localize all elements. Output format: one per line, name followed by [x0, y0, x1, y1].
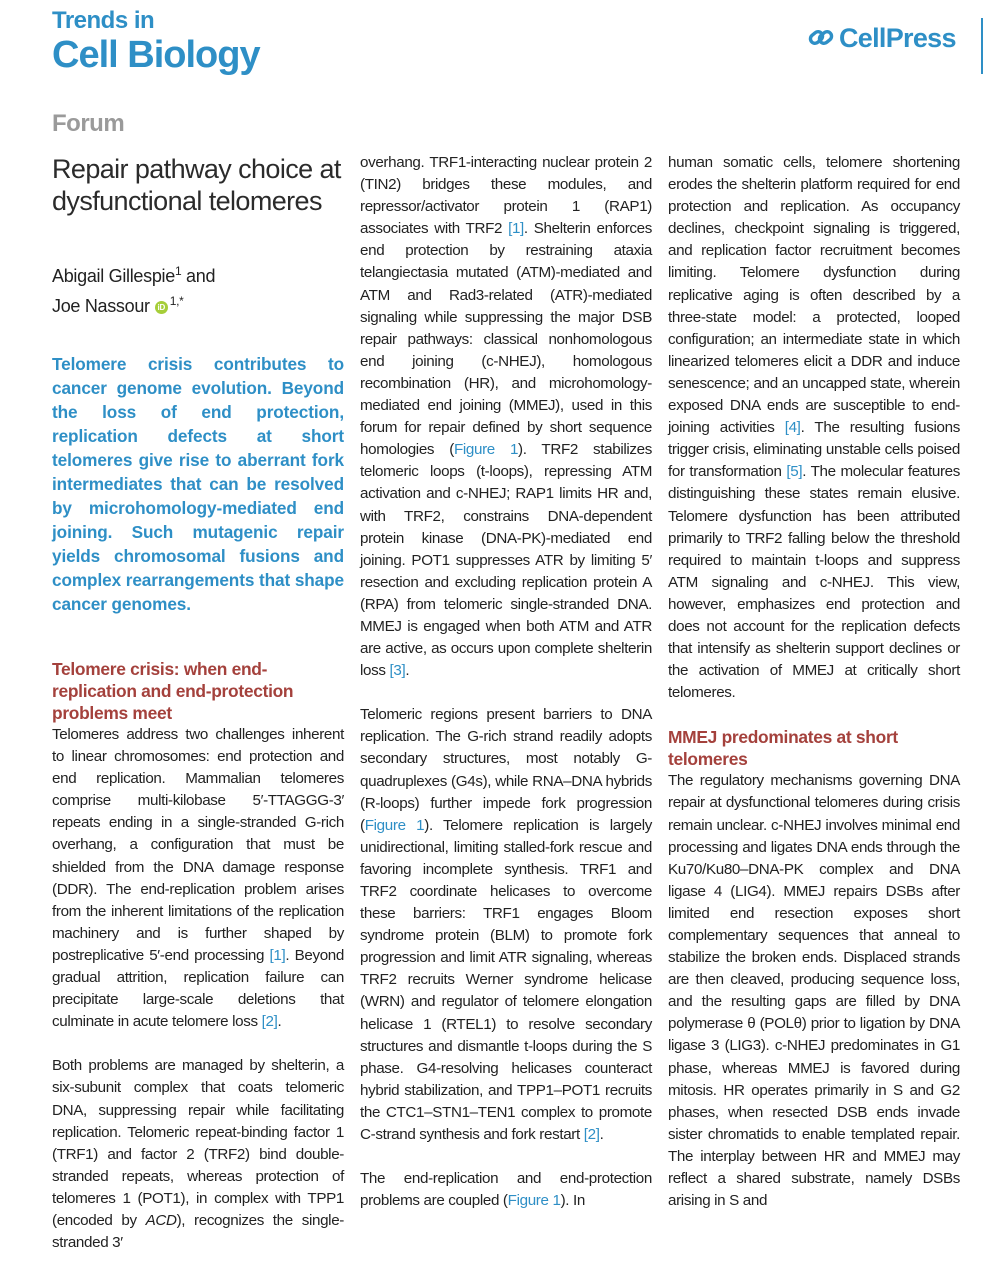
paragraph: The regulatory mechanisms governing DNA repair at dysfunctional telomeres during crisis remain unclear. c-NHEJ involves minimal end processing and ligates DNA ends through the Ku70/Ku80–DNA-PK complex and DNA ligase 4 (LIG4). MMEJ repairs DSBs after limited end resection exposes short complementary sequences that anneal to stabilize the broken ends. Displaced strands are then cleaved, producing sequence loss, and the resulting gaps are filled by DNA polymerase θ (POLθ) prior to ligation by DNA ligase 3 (LIG3). c-NHEJ predominates in G1 phase, whereas MMEJ is favored during mitosis. HR operates primarily in S and G2 phases, when resected DSB ends invade sister chromatids to enable templated repair. The interplay between HR and MMEJ may reflect a shared substrate, namely DSBs arising in S and — [668, 772, 960, 1210]
figure-link[interactable]: Figure 1 — [453, 441, 519, 459]
paragraph — [668, 152, 960, 704]
body-column-3 — [668, 152, 960, 1212]
cellpress-logo-icon — [808, 26, 834, 50]
author-conjunction: and — [186, 266, 216, 286]
author-name[interactable]: Joe Nassour — [52, 296, 150, 316]
author-name[interactable]: Abigail Gillespie — [52, 266, 175, 286]
citation-link[interactable]: [3] — [389, 662, 406, 680]
text: Telomeric regions present barriers to DNA replication. The G-rich strand readily adopts secondary structures, most notably G-quadruplexes (G4s), while RNA–DNA hybrids (R-loops) further impede fork progression ( — [360, 706, 652, 834]
journal-name: Cell Biology — [52, 34, 260, 76]
affiliation-marker: 1 — [174, 264, 182, 278]
paragraph — [360, 152, 652, 682]
paragraph — [360, 1168, 652, 1212]
citation-link[interactable]: [2] — [261, 1013, 278, 1031]
citation-link[interactable]: [1] — [508, 220, 524, 238]
text: human somatic cells, telomere shortening erodes the shelterin platform required for end protection and replication. As occupancy declines, checkpoint signaling is triggered, and replication factor recruitment becomes limiting. Telomere dysfunction during replicative aging is often described by a three-state model: a protected, looped configuration; an intermediate state in which linearized telomeres elicit a DDR and induce senescence; and an uncapped state, wherein exposed DNA ends are susceptible to end-joining activities — [668, 154, 960, 437]
figure-link[interactable]: Figure 1 — [507, 1192, 561, 1210]
text: ). In — [560, 1192, 585, 1210]
citation-link[interactable]: [1] — [269, 946, 286, 964]
text: . Beyond gradual attrition, replication failure can precipitate large-scale deletions that culminate in acute telomere loss — [52, 946, 344, 1031]
text: . — [405, 662, 410, 680]
author-list — [52, 259, 352, 319]
article-title: Repair pathway choice at dysfunctional telomeres — [52, 154, 341, 216]
text: . — [599, 1126, 604, 1144]
header-edge-rule — [981, 18, 983, 74]
text: Both problems are managed by shelterin, a six-subunit complex that coats telomeric DNA, suppressing repair while facilitating replication. Telomeric repeat-binding factor 1 (TRF1) and factor 2 (TRF2) bind double-stranded repeats, whereas protection of telomeres 1 (POT1), in complex with TPP1 (encoded by — [52, 1057, 344, 1229]
text: . The molecular features distinguishing these states remain elusive. Telomere dysfunction has been attributed primarily to TRF2 falling below the threshold required to maintain t-loops and suppress ATM signaling and c-NHEJ. This view, however, emphasizes end protection and does not account for the replication defects that intensify as shelterin support declines or the activation of MMEJ at critically short telomeres. — [668, 463, 960, 702]
citation-link[interactable]: [5] — [786, 463, 803, 481]
text: ), recognizes the single-stranded 3′ — [52, 1211, 344, 1252]
section-heading: Telomere crisis: when end-replication and end-protection problems meet — [52, 659, 294, 723]
abstract: Telomere crisis contributes to cancer genome evolution. Beyond the loss of end protection, replication defects at short telomeres give rise to aberrant fork intermediates that can be resolved by microhomology-mediated end joining. Such mutagenic repair yields chromosomal fusions and complex rearrangements that shape cancer genomes. — [52, 354, 344, 614]
text: ). TRF2 stabilizes telomeric loops (t-loops), repressing ATM activation and c-NHEJ; RAP1 limits HR and, with TRF2, constrains DNA-dependent protein kinase (DNA-PK)-mediated end joining. POT1 suppresses ATR by limiting 5′ resection and excluding replication protein A (RPA) from telomeric single-stranded DNA. MMEJ is engaged when both ATM and ATR are active, as occurs upon complete shelterin loss — [360, 441, 652, 680]
affiliation-marker: 1,* — [169, 294, 184, 308]
body-column-2 — [360, 152, 652, 1212]
publisher-logo[interactable] — [808, 22, 956, 54]
figure-link[interactable]: Figure 1 — [364, 816, 425, 834]
citation-link[interactable]: [4] — [784, 419, 801, 437]
text: overhang. TRF1-interacting nuclear protein 2 (TIN2) bridges these modules, and repressor/activator protein 1 (RAP1) associates with TRF2 — [360, 154, 652, 238]
text: ). Telomere replication is largely unidirectional, limiting stalled-fork rescue and favoring incomplete synthesis. TRF1 and TRF2 coordinate helicases to overcome these barriers: TRF1 engages Bloom syndrome protein (BLM) to promote fork progression and limit ATR signaling, whereas TRF2 recruits Werner syndrome helicase (WRN) and regulator of telomere elongation helicase 1 (RTEL1) to resolve secondary structures and dismantle t-loops during the S phase. G4-resolving helicases counteract hybrid stabilization, and TPP1–POT1 recruits the CTC1–STN1–TEN1 complex to promote C-strand synthesis and fork restart — [360, 816, 652, 1144]
text: Telomeres address two challenges inherent to linear chromosomes: end protection and end replication. Mammalian telomeres comprise multi-kilobase 5′-TTAGGG-3′ repeats ending in a single-stranded G-rich overhang, a configuration that must be shielded from the DNA damage response (DDR). The end-replication problem arises from the inherent limitations of the replication machinery and is further shaped by postreplicative 5′-end processing — [52, 726, 344, 964]
publisher-name: CellPress — [839, 23, 956, 53]
section-heading: MMEJ predominates at short telomeres — [668, 727, 898, 770]
citation-link[interactable]: [2] — [583, 1126, 600, 1144]
paragraph — [52, 724, 344, 1033]
journal-name-top: Trends in — [52, 7, 155, 34]
gene-name: ACD — [145, 1211, 177, 1229]
body-column-1 — [52, 658, 344, 1254]
text: . The resulting fusions trigger crisis, eliminating unstable cells poised for transformation — [668, 419, 960, 481]
text: The end-replication and end-protection problems are coupled ( — [360, 1170, 652, 1210]
orcid-icon[interactable]: iD — [155, 301, 168, 314]
text: . Shelterin enforces end protection by restraining ataxia telangiectasia mutated (ATM)-mediated and ATM and Rad3-related (ATR)-mediated signaling while suppressing the major DSB repair pathways: classical nonhomologous end joining (c-NHEJ), homologous recombination (HR), and microhomology-mediated end joining (MMEJ), used in this forum for repair defined by short sequence homologies ( — [360, 220, 652, 459]
paragraph — [52, 1055, 344, 1254]
section-label: Forum — [52, 110, 125, 137]
text: . — [277, 1013, 282, 1031]
paragraph — [360, 704, 652, 1146]
